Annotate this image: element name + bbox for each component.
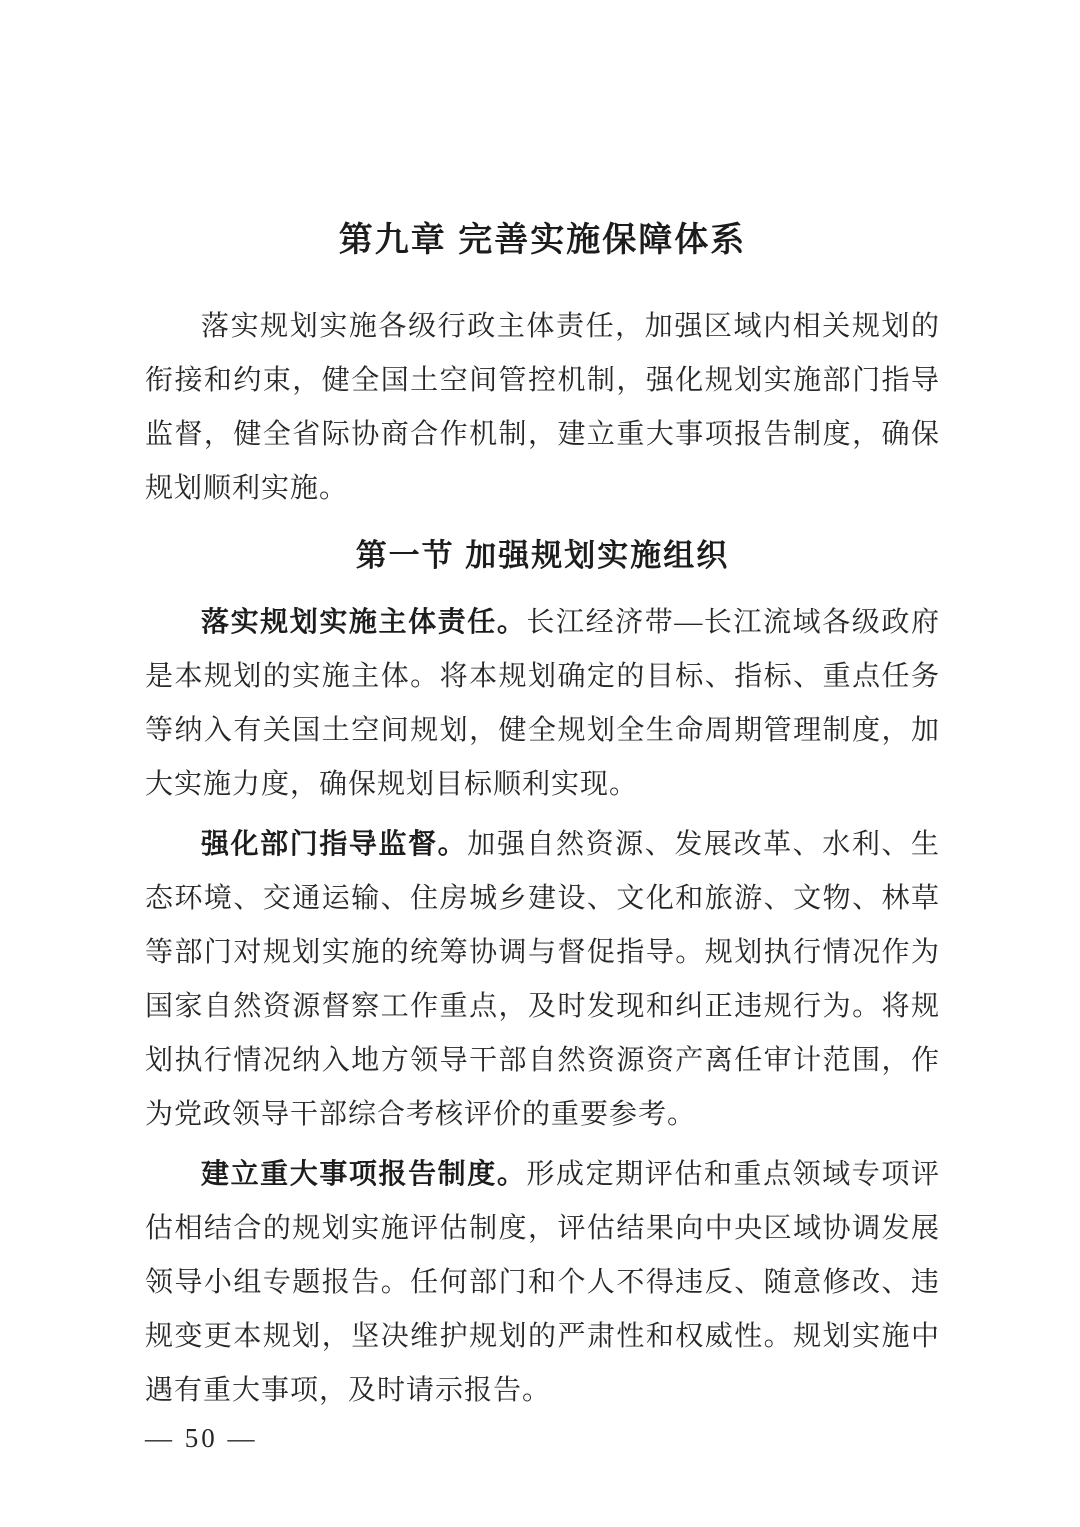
section-title: 第一节 加强规划实施组织 (355, 538, 730, 573)
paragraph (145, 1148, 940, 1418)
page-number: — 50 — (145, 1423, 258, 1453)
paragraph-lead: 强化部门指导监督。 (201, 829, 468, 860)
paragraph-body: 加强自然资源、发展改革、水利、生态环境、交通运输、住房城乡建设、文化和旅游、文物、林草等部门对规划实施的统筹协调与督促指导。规划执行情况作为国家自然资源督察工作重点，及时发现和纠正违规行为。将规划执行情况纳入地方领导干部自然资源资产离任审计范围，作为党政领导干部综合考核评价的重要参考。 (145, 829, 940, 1130)
paragraph-lead: 建立重大事项报告制度。 (201, 1159, 527, 1190)
paragraph-body: 长江经济带—长江流域各级政府是本规划的实施主体。将本规划确定的目标、指标、重点任务等纳入有关国土空间规划，健全规划全生命周期管理制度，加大实施力度，确保规划目标顺利实现。 (145, 607, 940, 800)
paragraph (145, 596, 940, 812)
paragraph-body: 形成定期评估和重点领域专项评估相结合的规划实施评估制度，评估结果向中央区域协调发展领导小组专题报告。任何部门和个人不得违反、随意修改、违规变更本规划，坚决维护规划的严肃性和权威性。规划实施中遇有重大事项，及时请示报告。 (145, 1159, 940, 1406)
paragraph (145, 818, 940, 1142)
paragraph-lead: 落实规划实施主体责任。 (201, 607, 527, 638)
intro-paragraph: 落实规划实施各级行政主体责任，加强区域内相关规划的衔接和约束，健全国土空间管控机制，强化规划实施部门指导监督，健全省际协商合作机制，建立重大事项报告制度，确保规划顺利实施。 (145, 311, 940, 504)
chapter-title: 第九章 完善实施保障体系 (338, 221, 747, 259)
